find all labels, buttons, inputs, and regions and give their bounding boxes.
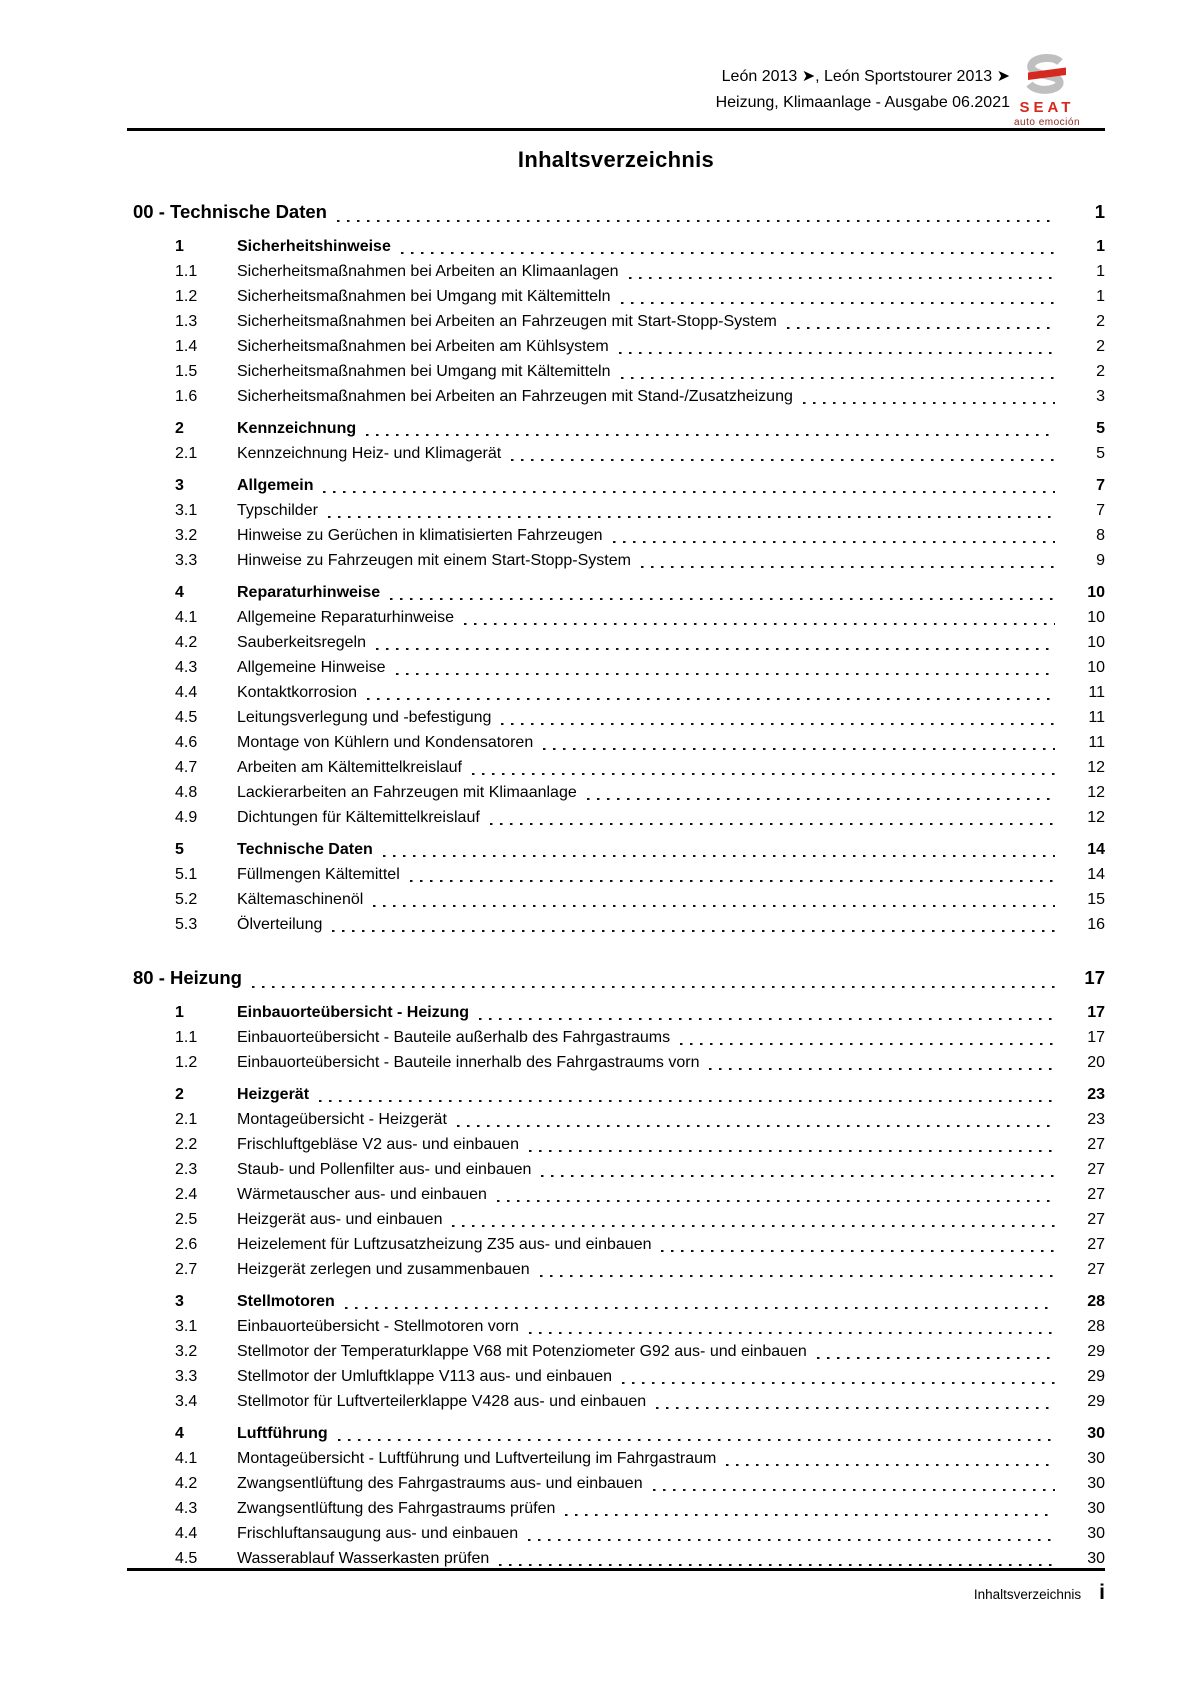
toc-subsection-row: [127, 498, 1105, 523]
dotted-leader: [803, 402, 1055, 405]
toc-subsection-row: [127, 705, 1105, 730]
toc-entry-number: 3.3: [175, 1368, 198, 1385]
toc-entry-number: 4.7: [175, 759, 198, 776]
toc-entry-number: 1.4: [175, 338, 198, 355]
toc-entry-page: 16: [1087, 916, 1105, 933]
toc-subsection-row: [127, 887, 1105, 912]
seat-s-icon: [1024, 52, 1070, 98]
toc-section-row: [127, 1421, 1105, 1446]
toc-subsection-row: [127, 1157, 1105, 1182]
toc: [127, 197, 1105, 1571]
toc-subsection-row: [127, 780, 1105, 805]
toc-entry-label: Allgemein: [237, 477, 314, 494]
dotted-leader: [629, 277, 1055, 280]
toc-entry-page: 27: [1087, 1161, 1105, 1178]
toc-entry-page: 1: [1096, 263, 1105, 280]
toc-entry-label: Wärmetauscher aus- und einbauen: [237, 1186, 487, 1203]
toc-entry-number: 2.5: [175, 1211, 198, 1228]
dotted-leader: [565, 1514, 1055, 1517]
page-header: [127, 0, 1105, 131]
page-title: Inhaltsverzeichnis: [517, 147, 715, 172]
dotted-leader: [661, 1250, 1055, 1253]
toc-entry-number: 2.3: [175, 1161, 198, 1178]
toc-entry-number: 4.4: [175, 684, 198, 701]
dotted-leader: [383, 855, 1055, 858]
dotted-leader: [373, 905, 1055, 908]
toc-subsection-row: [127, 441, 1105, 466]
dotted-leader: [366, 434, 1055, 437]
toc-entry-number: 2.6: [175, 1236, 198, 1253]
toc-entry-page: 27: [1087, 1186, 1105, 1203]
header-models-line: León 2013 ➤, León Sportstourer 2013 ➤: [721, 68, 1010, 85]
toc-subsection-row: [127, 1521, 1105, 1546]
toc-entry-label: Stellmotoren: [237, 1293, 335, 1310]
toc-entry-label: Heizelement für Luftzusatzheizung Z35 aus- und einbauen: [237, 1236, 652, 1253]
toc-entry-number: 2.1: [175, 1111, 198, 1128]
toc-entry-label: Heizgerät aus- und einbauen: [237, 1211, 443, 1228]
seat-brand-text: SEAT: [1019, 99, 1075, 116]
toc-entry-page: 20: [1087, 1054, 1105, 1071]
dotted-leader: [726, 1464, 1055, 1467]
toc-entry-number: 3.1: [175, 1318, 198, 1335]
toc-entry-label: Lackierarbeiten an Fahrzeugen mit Klimaanlage: [237, 784, 577, 801]
toc-entry-number: 2: [175, 1086, 184, 1103]
dotted-leader: [529, 1332, 1055, 1335]
toc-entry-page: 8: [1096, 527, 1105, 544]
toc-entry-number: 1: [175, 1004, 184, 1021]
toc-entry-number: 4: [175, 1425, 184, 1442]
toc-entry-page: 27: [1087, 1136, 1105, 1153]
toc-entry-page: 10: [1087, 584, 1105, 601]
toc-entry-page: 10: [1087, 609, 1105, 626]
toc-entry-label: Montageübersicht - Heizgerät: [237, 1111, 447, 1128]
toc-entry-number: 1.5: [175, 363, 198, 380]
dotted-leader: [709, 1068, 1055, 1071]
toc-entry-page: 3: [1096, 388, 1105, 405]
toc-entry-number: 1: [175, 238, 184, 255]
toc-entry-number: 2.4: [175, 1186, 198, 1203]
dotted-leader: [787, 327, 1055, 330]
toc-entry-number: 5.1: [175, 866, 198, 883]
toc-entry-page: 29: [1087, 1393, 1105, 1410]
dotted-leader: [511, 459, 1055, 462]
toc-subsection-row: [127, 605, 1105, 630]
toc-entry-page: 1: [1096, 238, 1105, 255]
toc-entry-label: Einbauorteübersicht - Bauteile innerhalb des Fahrgastraums vorn: [237, 1054, 700, 1071]
toc-section-row: [127, 580, 1105, 605]
toc-entry-number: 4.5: [175, 1550, 198, 1567]
toc-entry-page: 11: [1088, 684, 1105, 701]
dotted-leader: [497, 1200, 1055, 1203]
toc-entry-label: Sicherheitsmaßnahmen bei Arbeiten am Kühlsystem: [237, 338, 609, 355]
toc-entry-page: 17: [1087, 1004, 1105, 1021]
toc-entry-page: 27: [1087, 1211, 1105, 1228]
toc-entry-page: 29: [1087, 1343, 1105, 1360]
toc-entry-number: 5: [175, 841, 184, 858]
toc-chapter-row: [127, 963, 1105, 993]
toc-entry-number: 4.3: [175, 659, 198, 676]
dotted-leader: [337, 220, 1055, 223]
toc-entry-page: 30: [1087, 1475, 1105, 1492]
dotted-leader: [541, 1175, 1055, 1178]
toc-entry-page: 7: [1096, 502, 1105, 519]
dotted-leader: [338, 1439, 1055, 1442]
toc-entry-number: 4.1: [175, 1450, 198, 1467]
toc-entry-label: 80 - Heizung: [133, 967, 242, 988]
dotted-leader: [613, 541, 1055, 544]
toc-entry-label: Einbauorteübersicht - Heizung: [237, 1004, 470, 1021]
toc-entry-number: 4.2: [175, 1475, 198, 1492]
toc-section-row: [127, 1289, 1105, 1314]
toc-entry-label: Kennzeichnung Heiz- und Klimagerät: [237, 445, 502, 462]
toc-entry-page: 12: [1087, 759, 1105, 776]
dotted-leader: [540, 1275, 1055, 1278]
toc-entry-page: 23: [1087, 1086, 1105, 1103]
toc-subsection-row: [127, 655, 1105, 680]
dotted-leader: [656, 1407, 1055, 1410]
toc-section-row: [127, 1000, 1105, 1025]
toc-entry-label: Heizgerät: [237, 1086, 310, 1103]
page-footer: [127, 1568, 1105, 1605]
toc-entry-page: 7: [1096, 477, 1105, 494]
toc-entry-number: 3: [175, 1293, 184, 1310]
dotted-leader: [490, 823, 1055, 826]
dotted-leader: [345, 1307, 1055, 1310]
toc-entry-number: 3.2: [175, 527, 198, 544]
toc-entry-number: 4.5: [175, 709, 198, 726]
dotted-leader: [499, 1564, 1055, 1567]
dotted-leader: [376, 648, 1055, 651]
toc-entry-number: 4.4: [175, 1525, 198, 1542]
toc-entry-page: 30: [1087, 1425, 1105, 1442]
dotted-leader: [332, 930, 1055, 933]
toc-entry-number: 5.2: [175, 891, 198, 908]
toc-entry-label: Einbauorteübersicht - Bauteile außerhalb des Fahrgastraums: [237, 1029, 671, 1046]
toc-entry-page: 14: [1087, 841, 1105, 858]
toc-entry-page: 12: [1087, 809, 1105, 826]
toc-entry-number: 4.8: [175, 784, 198, 801]
toc-entry-label: Sicherheitsmaßnahmen bei Umgang mit Kältemitteln: [237, 288, 611, 305]
toc-subsection-row: [127, 359, 1105, 384]
toc-entry-number: 3.3: [175, 552, 198, 569]
toc-entry-label: Wasserablauf Wasserkasten prüfen: [237, 1550, 490, 1567]
dotted-leader: [401, 252, 1055, 255]
toc-entry-label: Heizgerät zerlegen und zusammenbauen: [237, 1261, 530, 1278]
toc-entry-page: 30: [1087, 1525, 1105, 1542]
toc-entry-label: Hinweise zu Fahrzeugen mit einem Start-Stopp-System: [237, 552, 631, 569]
toc-entry-page: 2: [1096, 338, 1105, 355]
toc-entry-page: 30: [1087, 1550, 1105, 1567]
toc-entry-number: 2.2: [175, 1136, 198, 1153]
toc-entry-page: 12: [1087, 784, 1105, 801]
toc-section-row: [127, 473, 1105, 498]
dotted-leader: [587, 798, 1055, 801]
toc-entry-label: Stellmotor der Umluftklappe V113 aus- und einbauen: [237, 1368, 613, 1385]
dotted-leader: [528, 1539, 1055, 1542]
toc-entry-page: 9: [1096, 552, 1105, 569]
footer-page-marker: i: [1099, 1581, 1105, 1604]
toc-entry-number: 1.6: [175, 388, 198, 405]
toc-subsection-row: [127, 755, 1105, 780]
dotted-leader: [501, 723, 1055, 726]
toc-entry-label: Luftführung: [237, 1425, 328, 1442]
toc-subsection-row: [127, 523, 1105, 548]
toc-entry-label: Typschilder: [237, 502, 318, 519]
toc-subsection-row: [127, 259, 1105, 284]
toc-subsection-row: [127, 1257, 1105, 1282]
dotted-leader: [464, 623, 1055, 626]
toc-entry-page: 23: [1087, 1111, 1105, 1128]
toc-subsection-row: [127, 630, 1105, 655]
toc-entry-label: Stellmotor der Temperaturklappe V68 mit Potenziometer G92 aus- und einbauen: [237, 1343, 807, 1360]
toc-subsection-row: [127, 1496, 1105, 1521]
dotted-leader: [452, 1225, 1055, 1228]
dotted-leader: [479, 1018, 1055, 1021]
toc-entry-label: Sicherheitshinweise: [237, 238, 391, 255]
toc-entry-label: Kennzeichnung: [237, 420, 357, 437]
toc-entry-page: 29: [1087, 1368, 1105, 1385]
toc-entry-label: Staub- und Pollenfilter aus- und einbauen: [237, 1161, 532, 1178]
toc-entry-page: 10: [1087, 634, 1105, 651]
dotted-leader: [543, 748, 1055, 751]
toc-entry-label: Leitungsverlegung und -befestigung: [237, 709, 492, 726]
toc-entry-number: 2: [175, 420, 184, 437]
toc-entry-page: 1: [1094, 201, 1105, 222]
toc-entry-label: Frischluftgebläse V2 aus- und einbauen: [237, 1136, 519, 1153]
toc-subsection-row: [127, 1025, 1105, 1050]
toc-entry-label: Kontaktkorrosion: [237, 684, 358, 701]
dotted-leader: [621, 377, 1056, 380]
toc-entry-number: 5.3: [175, 916, 198, 933]
toc-entry-number: 3: [175, 477, 184, 494]
toc-entry-label: Sicherheitsmaßnahmen bei Arbeiten an Fahrzeugen mit Start-Stopp-System: [237, 313, 777, 330]
toc-entry-label: Reparaturhinweise: [237, 584, 381, 601]
toc-entry-label: Dichtungen für Kältemittelkreislauf: [237, 809, 480, 826]
toc-subsection-row: [127, 548, 1105, 573]
toc-entry-number: 4: [175, 584, 184, 601]
toc-entry-page: 5: [1096, 420, 1105, 437]
toc-entry-page: 10: [1087, 659, 1105, 676]
toc-entry-label: Sauberkeitsregeln: [237, 634, 366, 651]
dotted-leader: [410, 880, 1055, 883]
toc-entry-label: Allgemeine Reparaturhinweise: [237, 609, 455, 626]
toc-entry-label: 00 - Technische Daten: [133, 201, 327, 222]
toc-entry-number: 4.2: [175, 634, 198, 651]
toc-entry-number: 3.2: [175, 1343, 198, 1360]
toc-entry-page: 11: [1088, 734, 1105, 751]
toc-subsection-row: [127, 1232, 1105, 1257]
toc-subsection-row: [127, 384, 1105, 409]
toc-entry-label: Sicherheitsmaßnahmen bei Umgang mit Kältemitteln: [237, 363, 611, 380]
toc-subsection-row: [127, 1471, 1105, 1496]
toc-entry-page: 28: [1087, 1293, 1105, 1310]
toc-entry-label: Zwangsentlüftung des Fahrgastraums aus- und einbauen: [237, 1475, 643, 1492]
toc-subsection-row: [127, 680, 1105, 705]
dotted-leader: [252, 986, 1055, 989]
toc-subsection-row: [127, 805, 1105, 830]
toc-entry-number: 2.1: [175, 445, 198, 462]
dotted-leader: [472, 773, 1055, 776]
toc-entry-number: 4.6: [175, 734, 198, 751]
dotted-leader: [319, 1100, 1055, 1103]
dotted-leader: [328, 516, 1055, 519]
toc-entry-label: Hinweise zu Gerüchen in klimatisierten Fahrzeugen: [237, 527, 603, 544]
toc-section-row: [127, 416, 1105, 441]
toc-entry-number: 3.1: [175, 502, 198, 519]
toc-subsection-row: [127, 1050, 1105, 1075]
seat-logo: [1003, 52, 1091, 128]
toc-subsection-row: [127, 284, 1105, 309]
toc-entry-label: Sicherheitsmaßnahmen bei Arbeiten an Klimaanlagen: [237, 263, 619, 280]
toc-entry-number: 1.3: [175, 313, 198, 330]
dotted-leader: [396, 673, 1055, 676]
dotted-leader: [529, 1150, 1055, 1153]
dotted-leader: [390, 598, 1055, 601]
toc-entry-label: Füllmengen Kältemittel: [237, 866, 400, 883]
toc-entry-page: 30: [1087, 1450, 1105, 1467]
toc-entry-label: Montage von Kühlern und Kondensatoren: [237, 734, 534, 751]
toc-entry-label: Technische Daten: [237, 841, 373, 858]
toc-entry-page: 17: [1087, 1029, 1105, 1046]
toc-section-row: [127, 1082, 1105, 1107]
toc-entry-number: 1.1: [175, 1029, 198, 1046]
toc-entry-page: 30: [1087, 1500, 1105, 1517]
toc-subsection-row: [127, 1207, 1105, 1232]
dotted-leader: [653, 1489, 1055, 1492]
toc-section-row: [127, 837, 1105, 862]
toc-entry-page: 27: [1087, 1261, 1105, 1278]
toc-entry-page: 1: [1096, 288, 1105, 305]
toc-entry-label: Stellmotor für Luftverteilerklappe V428 aus- und einbauen: [237, 1393, 647, 1410]
toc-entry-number: 1.1: [175, 263, 198, 280]
toc-subsection-row: [127, 1446, 1105, 1471]
toc-subsection-row: [127, 912, 1105, 937]
toc-entry-page: 2: [1096, 363, 1105, 380]
toc-entry-page: 2: [1096, 313, 1105, 330]
toc-subsection-row: [127, 1314, 1105, 1339]
dotted-leader: [323, 491, 1055, 494]
toc-entry-label: Sicherheitsmaßnahmen bei Arbeiten an Fahrzeugen mit Stand-/Zusatzheizung: [237, 388, 793, 405]
toc-entry-number: 4.3: [175, 1500, 198, 1517]
toc-entry-label: Ölverteilung: [237, 916, 323, 933]
toc-entry-page: 28: [1087, 1318, 1105, 1335]
toc-subsection-row: [127, 1182, 1105, 1207]
toc-entry-page: 14: [1087, 866, 1105, 883]
toc-entry-number: 1.2: [175, 288, 198, 305]
dotted-leader: [680, 1043, 1055, 1046]
toc-entry-label: Einbauorteübersicht - Stellmotoren vorn: [237, 1318, 519, 1335]
dotted-leader: [619, 352, 1055, 355]
toc-entry-page: 17: [1084, 967, 1105, 988]
toc-section-row: [127, 234, 1105, 259]
seat-tagline-text: auto emoción: [1013, 117, 1081, 128]
toc-entry-page: 5: [1096, 445, 1105, 462]
toc-entry-label: Arbeiten am Kältemittelkreislauf: [237, 759, 462, 776]
toc-entry-number: 1.2: [175, 1054, 198, 1071]
dotted-leader: [622, 1382, 1055, 1385]
toc-subsection-row: [127, 730, 1105, 755]
dotted-leader: [641, 566, 1055, 569]
toc-subsection-row: [127, 1339, 1105, 1364]
dotted-leader: [367, 698, 1055, 701]
toc-entry-number: 4.1: [175, 609, 198, 626]
toc-entry-page: 15: [1087, 891, 1105, 908]
dotted-leader: [817, 1357, 1055, 1360]
toc-entry-label: Kältemaschinenöl: [237, 891, 364, 908]
toc-subsection-row: [127, 862, 1105, 887]
toc-entry-number: 2.7: [175, 1261, 198, 1278]
toc-subsection-row: [127, 1389, 1105, 1414]
toc-entry-label: Frischluftansaugung aus- und einbauen: [237, 1525, 519, 1542]
toc-subsection-row: [127, 1132, 1105, 1157]
toc-subsection-row: [127, 1364, 1105, 1389]
toc-entry-number: 3.4: [175, 1393, 198, 1410]
toc-entry-label: Allgemeine Hinweise: [237, 659, 386, 676]
toc-subsection-row: [127, 309, 1105, 334]
toc-subsection-row: [127, 1107, 1105, 1132]
toc-entry-page: 11: [1088, 709, 1105, 726]
footer-label: Inhaltsverzeichnis: [973, 1587, 1082, 1602]
toc-entry-page: 27: [1087, 1236, 1105, 1253]
toc-entry-label: Zwangsentlüftung des Fahrgastraums prüfen: [237, 1500, 556, 1517]
dotted-leader: [621, 302, 1056, 305]
toc-entry-number: 4.9: [175, 809, 198, 826]
toc-subsection-row: [127, 334, 1105, 359]
header-subject-line: Heizung, Klimaanlage - Ausgabe 06.2021: [715, 94, 1010, 111]
toc-entry-label: Montageübersicht - Luftführung und Luftverteilung im Fahrgastraum: [237, 1450, 717, 1467]
dotted-leader: [457, 1125, 1055, 1128]
toc-chapter-row: [127, 197, 1105, 227]
